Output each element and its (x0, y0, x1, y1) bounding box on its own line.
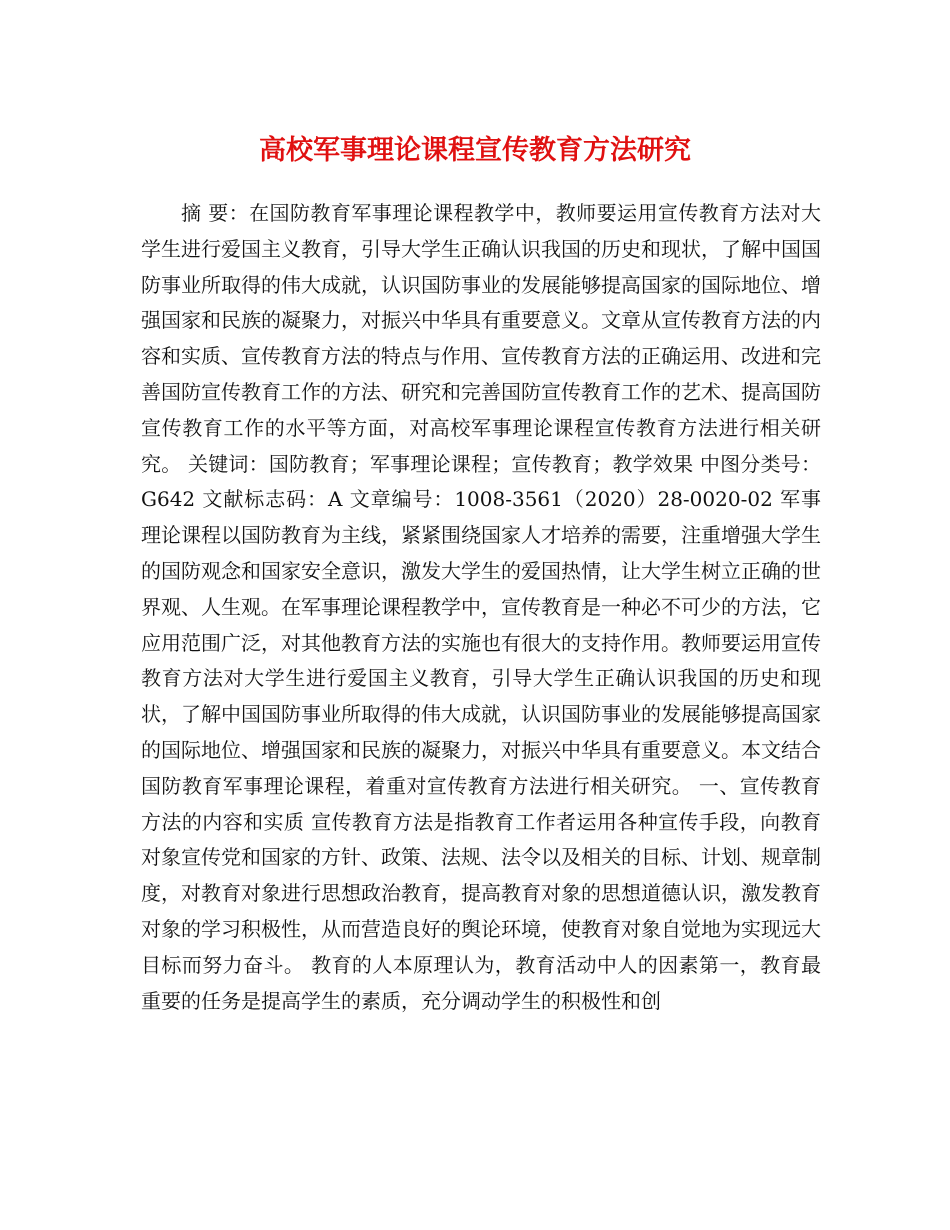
document-body (141, 196, 821, 1019)
document-title: 高校军事理论课程宣传教育方法研究 (259, 135, 691, 166)
body-paragraph: 摘 要：在国防教育军事理论课程教学中，教师要运用宣传教育方法对大学生进行爱国主义教育，引导大学生正确认识我国的历史和现状，了解中国国防事业所取得的伟大成就，认识国防事业的发展能够提高国家的国际地位、增强国家和民族的凝聚力，对振兴中华具有重要意义。文章从宣传教育方法的内容和实质、宣传教育方法的特点与作用、宣传教育方法的正确运用、改进和完善国防宣传教育工作的方法、研究和完善国防宣传教育工作的艺术、提高国防宣传教育工作的水平等方面，对高校军事理论课程宣传教育方法进行相关研究。 关键词：国防教育；军事理论课程；宣传教育；教学效果 中图分类号：G642 文献标志码：A 文章编号：1008-3561（2020）28-0020-02 军事理论课程以国防教育为主线，紧紧围绕国家人才培养的需要，注重增强大学生的国防观念和国家安全意识，激发大学生的爱国热情，让大学生树立正确的世界观、人生观。在军事理论课程教学中，宣传教育是一种必不可少的方法，它应用范围广泛，对其他教育方法的实施也有很大的支持作用。教师要运用宣传教育方法对大学生进行爱国主义教育，引导大学生正确认识我国的历史和现状，了解中国国防事业所取得的伟大成就，认识国防事业的发展能够提高国家的国际地位、增强国家和民族的凝聚力，对振兴中华具有重要意义。本文结合国防教育军事理论课程，着重对宣传教育方法进行相关研究。 一、宣传教育方法的内容和实质 宣传教育方法是指教育工作者运用各种宣传手段，向教育对象宣传党和国家的方针、政策、法规、法令以及相关的目标、计划、规章制度，对教育对象进行思想政治教育，提高教育对象的思想道德认识，激发教育对象的学习积极性，从而营造良好的舆论环境，使教育对象自觉地为实现远大目标而努力奋斗。 教育的人本原理认为，教育活动中人的因素第一，教育最重要的任务是提高学生的素质，充分调动学生的积极性和创 (141, 201, 821, 1013)
